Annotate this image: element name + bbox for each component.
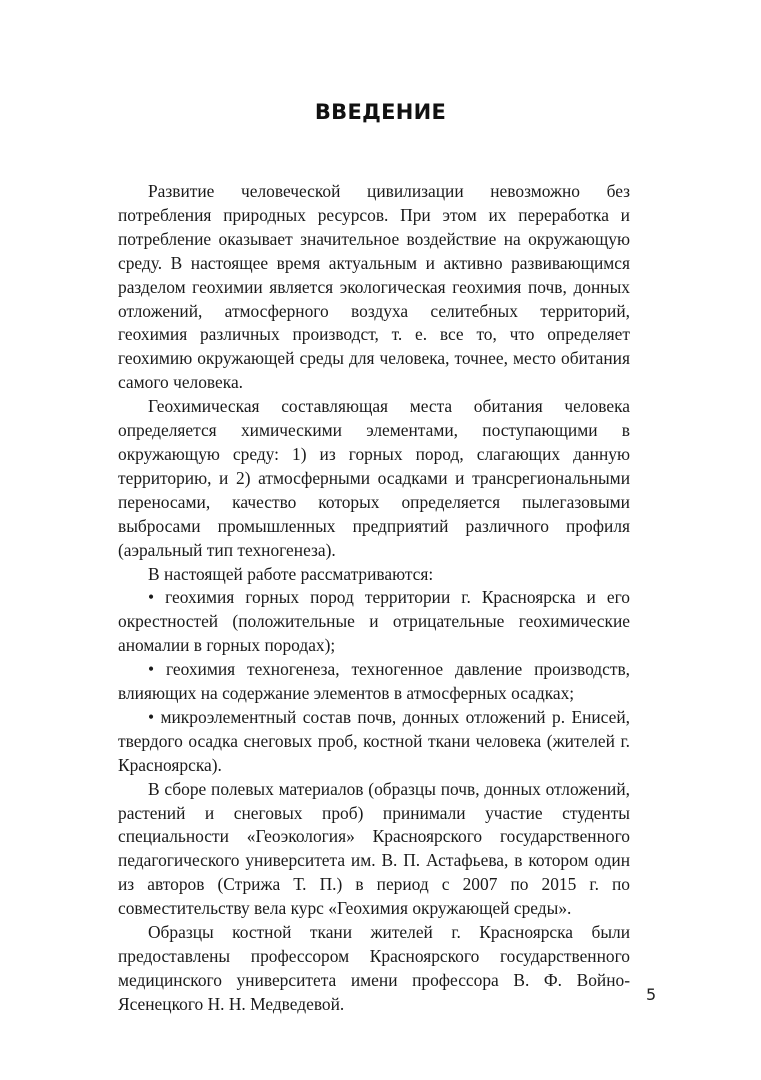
paragraph-scope: В настоящей работе рассматриваются: bbox=[148, 563, 434, 584]
paragraph-intro: Развитие человеческой цивилизации невозможно без потребления природных ресурсов. При этом их переработка и потребление оказывает значительное воздействие на окружающую среду. В настоящее время актуальным и активно развивающимся разделом геохимии является экологическая геохимия почв, донных отложений, атмосферного воздуха селитебных территорий, геохимия различных производст, т. е. все то, что определяет геохимию окружающей среды для человека, точнее, место обитания самого человека. bbox=[118, 181, 630, 393]
paragraph-field-materials: В сборе полевых материалов (образцы почв, донных отложений, растений и снеговых проб) принимали участие студенты специальности «Геоэкология» Красноярского государственного педагогического университета им. В. П. Астафьева, в котором один из авторов (Стрижа Т. П.) в период с 2007 по 2015 г. по совместительству вела курс «Геохимия окружающей среды». bbox=[118, 778, 630, 919]
bullet-item-technogenesis: • геохимия техногенеза, техногенное давление производств, влияющих на содержание элементов в атмосферных осадках; bbox=[118, 659, 630, 704]
body-text bbox=[118, 180, 630, 1017]
page-number: 5 bbox=[646, 985, 657, 1004]
paragraph-bone-samples: Образцы костной ткани жителей г. Красноярска были предоставлены профессором Красноярского государственного медицинского университета имени профессора В. Ф. Войно-Ясенецкого Н. Н. Медведевой. bbox=[118, 922, 630, 1014]
paragraph-geochemical-component: Геохимическая составляющая места обитания человека определяется химическими элементами, поступающими в окружающую среду: 1) из горных пород, слагающих данную территорию, и 2) атмосферными осадками и трансрегиональными переносами, качество которых определяется пылегазовыми выбросами промышленных предприятий различного профиля (аэральный тип техногенеза). bbox=[118, 396, 630, 560]
bullet-item-microelements: • микроэлементный состав почв, донных отложений р. Енисей, твердого осадка снеговых проб, костной ткани человека (жителей г. Красноярска). bbox=[118, 706, 630, 775]
chapter-title: ВВЕДЕНИЕ bbox=[314, 100, 447, 124]
bullet-item-rocks: • геохимия горных пород территории г. Красноярска и его окрестностей (положительные и отрицательные геохимические аномалии в горных породах); bbox=[118, 587, 630, 656]
